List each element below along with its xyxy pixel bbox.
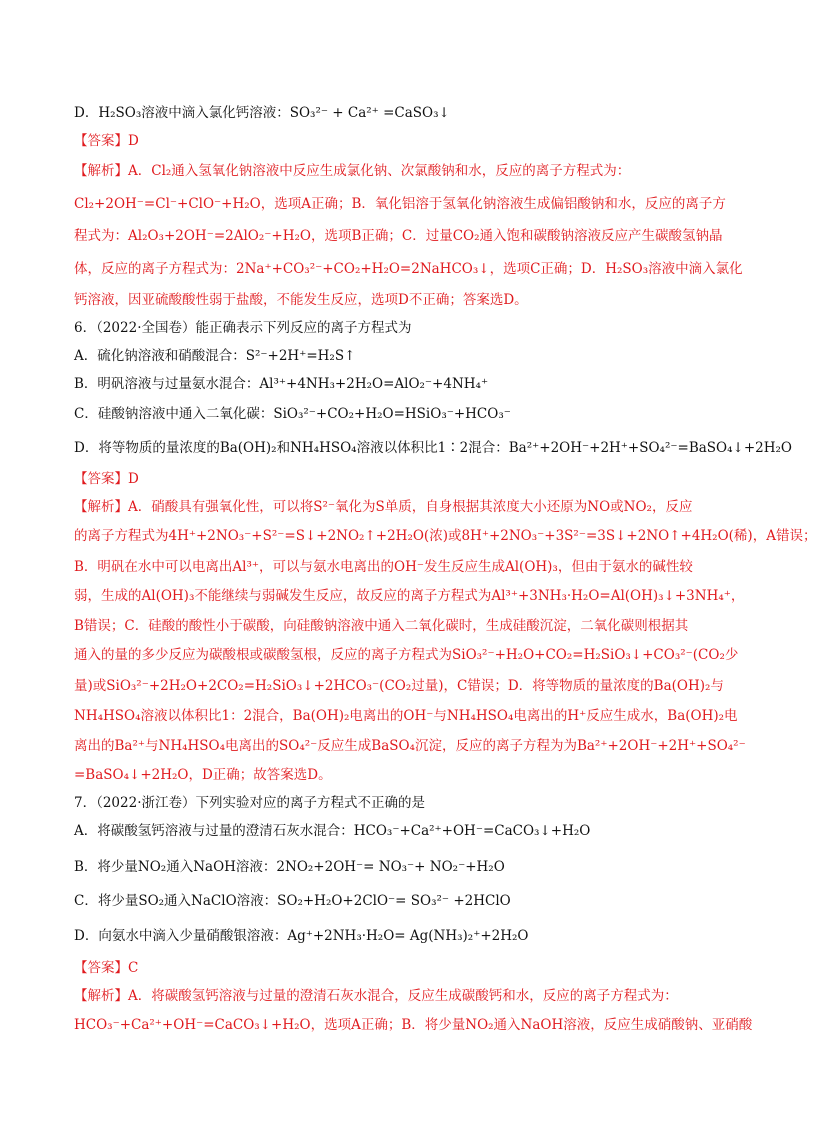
option-a-line: A．硫化钠溶液和硝酸混合：S²⁻+2H⁺=H₂S↑ <box>74 348 356 364</box>
analysis-line: 弱，生成的Al(OH)₃不能继续与弱碱发生反应，故反应的离子方程式为Al³⁺+3NH₃·H₂O=Al(OH)₃↓+3NH₄⁺， <box>74 588 745 604</box>
question-title: 6．（2022·全国卷）能正确表示下列反应的离子方程式为 <box>74 320 412 336</box>
answer-label: 【答案】D <box>74 133 139 149</box>
analysis-line: 量)或SiO₃²⁻+2H₂O+2CO₂=H₂SiO₃↓+2HCO₃⁻(CO₂过量)，C错误；D．将等物质的量浓度的Ba(OH)₂与 <box>74 678 724 694</box>
option-b-line: B．明矾溶液与过量氨水混合：Al³⁺+4NH₃+2H₂O=AlO₂⁻+4NH₄⁺ <box>74 376 489 392</box>
analysis-line: 通入的量的多少反应为碳酸根或碳酸氢根，反应的离子方程式为SiO₃²⁻+H₂O+CO₂=H₂SiO₃↓+CO₃²⁻(CO₂少 <box>74 647 739 663</box>
option-d-line: D．将等物质的量浓度的Ba(OH)₂和NH₄HSO₄溶液以体积比1∶2混合：Ba²⁺+2OH⁻+2H⁺+SO₄²⁻=BaSO₄↓+2H₂O <box>74 440 792 456</box>
analysis-line: 离出的Ba²⁺与NH₄HSO₄电离出的SO₄²⁻反应生成BaSO₄沉淀，反应的离子方程为为Ba²⁺+2OH⁻+2H⁺+SO₄²⁻ <box>74 738 746 754</box>
option-d-line: D．向氨水中滴入少量硝酸银溶液：Ag⁺+2NH₃·H₂O= Ag(NH₃)₂⁺+2H₂O <box>74 928 529 944</box>
answer-label: 【答案】D <box>74 471 139 487</box>
analysis-line: 【解析】A．将碳酸氢钙溶液与过量的澄清石灰水混合，反应生成碳酸钙和水，反应的离子方程式为： <box>74 988 678 1004</box>
analysis-line: 程式为：Al₂O₃+2OH⁻=2AlO₂⁻+H₂O，选项B正确；C．过量CO₂通入饱和碳酸钠溶液反应产生碳酸氢钠晶 <box>74 228 723 244</box>
question-title: 7．（2022·浙江卷）下列实验对应的离子方程式不正确的是 <box>74 795 425 811</box>
analysis-line: 的离子方程式为4H⁺+2NO₃⁻+S²⁻=S↓+2NO₂↑+2H₂O(浓)或8H⁺+2NO₃⁻+3S²⁻=3S↓+2NO↑+4H₂O(稀)，A错误； <box>74 528 816 544</box>
analysis-line: 【解析】A．Cl₂通入氢氧化钠溶液中反应生成氯化钠、次氯酸钠和水，反应的离子方程式为： <box>74 163 631 179</box>
option-c-line: C．硅酸钠溶液中通入二氧化碳：SiO₃²⁻+CO₂+H₂O=HSiO₃⁻+HCO₃⁻ <box>74 406 511 422</box>
analysis-line: HCO₃⁻+Ca²⁺+OH⁻=CaCO₃↓+H₂O，选项A正确；B．将少量NO₂通入NaOH溶液，反应生成硝酸钠、亚硝酸 <box>74 1017 753 1033</box>
analysis-line: NH₄HSO₄溶液以体积比1：2混合，Ba(OH)₂电离出的OH⁻与NH₄HSO₄电离出的H⁺反应生成水，Ba(OH)₂电 <box>74 708 738 724</box>
option-d-line: D．H₂SO₃溶液中滴入氯化钙溶液：SO₃²⁻ + Ca²⁺ =CaSO₃↓ <box>74 105 450 121</box>
option-a-line: A．将碳酸氢钙溶液与过量的澄清石灰水混合：HCO₃⁻+Ca²⁺+OH⁻=CaCO₃↓+H₂O <box>74 823 591 839</box>
analysis-line: 体，反应的离子方程式为：2Na⁺+CO₃²⁻+CO₂+H₂O=2NaHCO₃↓，选项C正确；D．H₂SO₃溶液中滴入氯化 <box>74 261 743 277</box>
analysis-line: B．明矾在水中可以电离出Al³⁺，可以与氨水电离出的OH⁻发生反应生成Al(OH)₃，但由于氨水的碱性较 <box>74 559 693 575</box>
analysis-line: 【解析】A．硝酸具有强氧化性，可以将S²⁻氧化为S单质，自身根据其浓度大小还原为NO或NO₂，反应 <box>74 499 693 515</box>
answer-label: 【答案】C <box>74 960 139 976</box>
option-b-line: B．将少量NO₂通入NaOH溶液：2NO₂+2OH⁻= NO₃⁻+ NO₂⁻+H₂O <box>74 859 505 875</box>
analysis-line: Cl₂+2OH⁻=Cl⁻+ClO⁻+H₂O，选项A正确；B．氧化铝溶于氢氧化钠溶液生成偏铝酸钠和水，反应的离子方 <box>74 196 726 212</box>
analysis-line: B错误；C．硅酸的酸性小于碳酸，向硅酸钠溶液中通入二氧化碳时，生成硅酸沉淀，二氧化碳则根据其 <box>74 618 689 634</box>
option-c-line: C．将少量SO₂通入NaClO溶液：SO₂+H₂O+2ClO⁻= SO₃²⁻ +2HClO <box>74 893 511 909</box>
analysis-line: =BaSO₄↓+2H₂O，D正确；故答案选D。 <box>74 767 332 783</box>
analysis-line: 钙溶液，因亚硫酸酸性弱于盐酸，不能发生反应，选项D不正确；答案选D。 <box>74 292 528 308</box>
